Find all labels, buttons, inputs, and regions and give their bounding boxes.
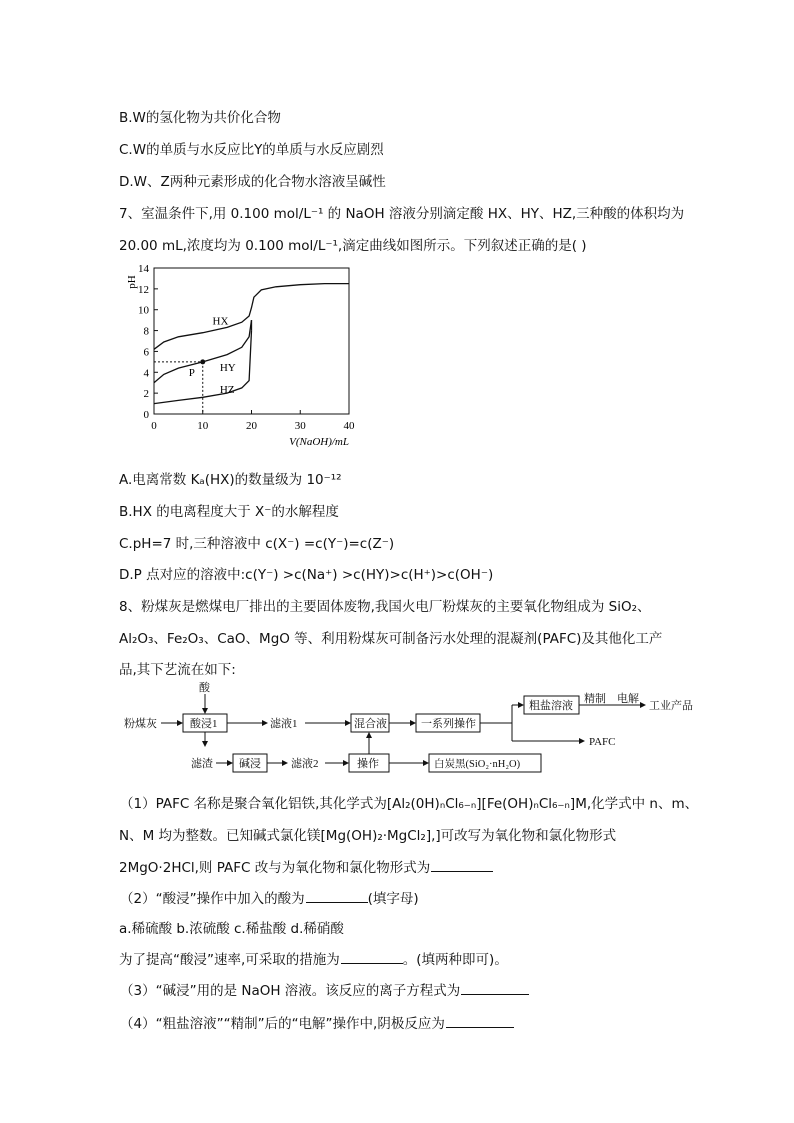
- option-a: A.电离常数 Kₐ(HX)的数量级为 10⁻¹²: [119, 472, 342, 488]
- flow-baitan-label: 白炭黑(SiO₂·nH₂O): [434, 759, 521, 770]
- series-label-hz: HZ: [219, 384, 235, 397]
- flow-caozuo-label: 操作: [357, 758, 379, 770]
- part-2-line-1-tail: (填字母): [367, 891, 419, 907]
- answer-blank-1[interactable]: [431, 859, 493, 872]
- part-1-line-1: （1）PAFC 名称是聚合氧化铝铁,其化学式为[Al₂(0H)ₙCl₆₋ₙ][Fe(OH)ₙCl₆₋ₙ]M,化学式中 n、m、: [120, 796, 699, 812]
- y-tick-label-7: 14: [138, 263, 149, 275]
- y-tick-label-2: 4: [143, 367, 149, 380]
- part-3-line: [120, 979, 529, 999]
- x-tick-label-3: 30: [294, 420, 306, 432]
- question-8-stem-3: 品,其下艺流在如下:: [119, 662, 236, 678]
- answer-blank-5[interactable]: [446, 1015, 514, 1028]
- series-label-hy: HY: [219, 362, 236, 375]
- part-3-text: （3）“碱浸”用的是 NaOH 溶液。该反应的离子方程式为: [120, 983, 461, 999]
- y-tick-label-3: 6: [143, 346, 149, 359]
- x-axis-label: V(NaOH)/mL: [289, 436, 349, 448]
- flow-lvye2-label: 滤液2: [291, 758, 319, 770]
- option-b: B.HX 的电离程度大于 X⁻的水解程度: [119, 504, 339, 520]
- y-axis-label: pH: [126, 275, 138, 289]
- part-1-line-3: [119, 856, 493, 876]
- y-tick-label-4: 8: [143, 325, 149, 338]
- flow-xilie-label: 一系列操作: [421, 718, 476, 730]
- answer-blank-2[interactable]: [306, 890, 368, 903]
- option-b-prev: B.W的氢化物为共价化合物: [119, 110, 281, 126]
- flow-gongye-label: 工业产品: [649, 700, 693, 712]
- question-7-stem-2: 20.00 mL,浓度均为 0.100 mol/L⁻¹,滴定曲线如图所示。下列叙述正确的是( ): [119, 238, 587, 254]
- flow-cuyan-label: 粗盐溶液: [529, 700, 573, 712]
- flow-lvye1-label: 滤液1: [270, 718, 298, 730]
- part-1-line-3-text: 2MgO·2HCl,则 PAFC 改与为氧化物和氯化物形式为: [119, 860, 431, 876]
- option-d-prev: D.W、Z两种元素形成的化合物水溶液呈碱性: [119, 174, 386, 190]
- flow-hunhe-label: 混合液: [354, 718, 387, 730]
- flow-suanjin-label: 酸浸1: [190, 718, 218, 730]
- option-c: C.pH=7 时,三种溶液中 c(X⁻) =c(Y⁻)=c(Z⁻): [119, 536, 395, 552]
- flow-pafc-label: PAFC: [589, 736, 616, 748]
- part-2-line-1-text: （2）“酸浸”操作中加入的酸为: [120, 891, 305, 907]
- process-flow-diagram: [119, 680, 709, 780]
- series-label-hx: HX: [212, 315, 229, 328]
- y-tick-label-1: 2: [143, 388, 149, 401]
- flow-fmh-label: 粉煤灰: [124, 718, 157, 730]
- answer-blank-3[interactable]: [341, 951, 403, 964]
- part-2-line-1: [120, 887, 419, 907]
- point-p-label: P: [188, 366, 195, 379]
- flow-jianjin-label: 碱浸: [239, 758, 261, 770]
- question-8-stem-1: 8、粉煤灰是燃煤电厂排出的主要固体废物,我国火电厂粉煤灰的主要氧化物组成为 SiO₂、: [119, 599, 651, 615]
- part-2-line-3-tail: 。(填两种即可)。: [402, 952, 508, 968]
- flow-dianjie-label: 电解: [617, 693, 639, 705]
- point-p-marker: [200, 359, 205, 364]
- option-c-prev: C.W的单质与水反应比Y的单质与水反应剧烈: [119, 142, 384, 158]
- x-tick-label-0: 0: [151, 420, 157, 432]
- titration-chart: [119, 256, 369, 456]
- part-2-line-3-text: 为了提高“酸浸”速率,可采取的措施为: [119, 952, 340, 968]
- part-4-line: [120, 1012, 514, 1032]
- part-4-text: （4）“粗盐溶液”“精制”后的“电解”操作中,阴极反应为: [120, 1016, 445, 1032]
- series-line-hy: [154, 320, 252, 383]
- y-tick-label-6: 12: [138, 283, 149, 296]
- x-tick-label-1: 10: [197, 420, 209, 432]
- part-2-line-3: [119, 948, 508, 968]
- question-7-stem-1: 7、室温条件下,用 0.100 mol/L⁻¹ 的 NaOH 溶液分别滴定酸 HX、HY、HZ,三种酸的体积均为: [119, 206, 685, 222]
- y-tick-label-5: 10: [138, 304, 149, 317]
- question-8-stem-2: Al₂O₃、Fe₂O₃、CaO、MgO 等、利用粉煤灰可制备污水处理的混凝剂(PAFC)及其他化工产: [119, 631, 663, 647]
- part-1-line-2: N、M 均为整数。已知碱式氯化镁[Mg(OH)₂·MgCl₂],]可改写为氧化物和氯化物形式: [119, 828, 617, 844]
- x-tick-label-2: 20: [246, 420, 257, 432]
- flow-acid-label: 酸: [199, 682, 210, 694]
- y-tick-label-0: 0: [143, 409, 149, 421]
- flow-jingzhi-label: 精制: [584, 693, 606, 705]
- answer-blank-4[interactable]: [461, 982, 529, 995]
- x-tick-label-4: 40: [343, 420, 355, 432]
- flow-lvzha-label: 滤渣: [191, 758, 213, 770]
- part-2-choices: a.稀硫酸 b.浓硫酸 c.稀盐酸 d.稀硝酸: [119, 921, 344, 937]
- option-d: D.P 点对应的溶液中:c(Y⁻) >c(Na⁺) >c(HY)>c(H⁺)>c(OH⁻): [119, 567, 494, 583]
